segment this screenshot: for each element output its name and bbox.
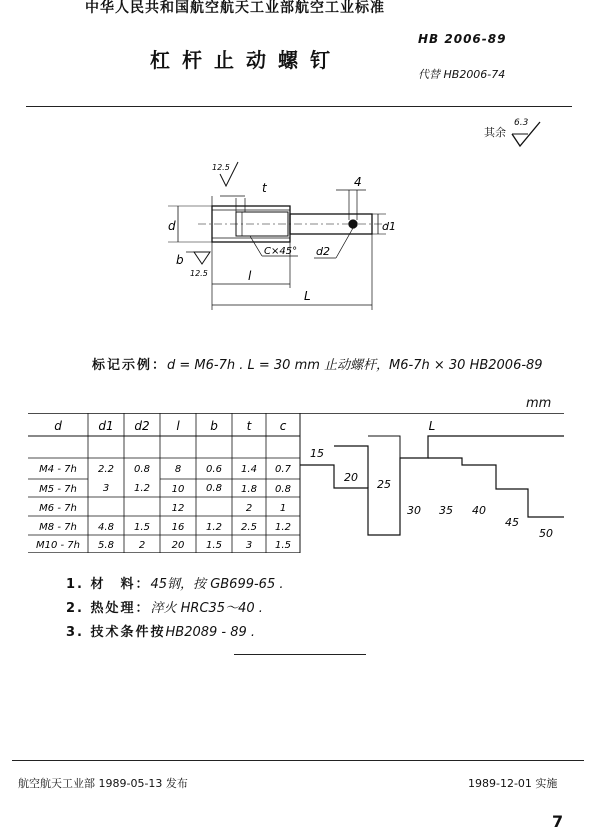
header-rule [26, 106, 572, 107]
roughness-check-icon [510, 120, 544, 150]
note-tech-text: HB2089 - 89 . [165, 625, 256, 640]
table-header-6: c [279, 419, 287, 433]
note-heat-label: 2. 热处理： [66, 601, 151, 616]
table-cell: M6 - 7h [39, 503, 77, 514]
note-material-label: 1. 材 料： [66, 577, 151, 592]
table-cell: 10 [171, 484, 185, 495]
table-header-L: L [428, 419, 436, 433]
table-cell: 2 [138, 540, 146, 551]
table-header-4: b [210, 419, 218, 433]
dim-label-L: L [304, 289, 311, 303]
dim-label-4: 4 [354, 175, 362, 189]
dim-label-b: b [176, 253, 184, 267]
table-cell: 2 [245, 503, 253, 514]
table-cell: 0.7 [275, 464, 291, 475]
standard-number: HB 2006-89 [418, 32, 507, 46]
table-L-value: 50 [539, 527, 553, 540]
document-title: 杠杆止动螺钉 [150, 48, 342, 72]
table-cell: 2.5 [241, 522, 257, 533]
table-header-5: t [246, 419, 252, 433]
marking-text: d = M6-7h . L = 30 mm 止动螺杆，M6-7h × 30 HB2006-89 [167, 358, 543, 373]
roughness-label: 其余 [484, 126, 506, 139]
table-cell: M8 - 7h [39, 522, 77, 533]
dimension-table [28, 413, 564, 553]
marking-example [92, 354, 543, 373]
note-heat-treatment [66, 597, 263, 616]
note-heat-text: 淬火 HRC35～40 . [150, 601, 263, 616]
dim-label-t: t [262, 181, 267, 195]
dim-label-d: d [168, 219, 176, 233]
table-L-value: 45 [505, 516, 519, 529]
table-cell: 20 [171, 540, 185, 551]
screw-drawing [150, 160, 410, 320]
table-cell: 3 [245, 540, 253, 551]
note-material-text: 45钢，按 GB699-65 . [150, 577, 284, 592]
footer-rule [12, 760, 584, 761]
note-material [66, 573, 284, 592]
table-cell: 1 [279, 503, 287, 514]
marking-label: 标记示例： [92, 358, 168, 373]
table-cell: 0.6 [206, 464, 222, 475]
table-header-3: l [176, 419, 180, 433]
table-L-value: 25 [377, 478, 391, 491]
table-cell: M10 - 7h [35, 540, 81, 551]
table-L-value: 30 [407, 504, 421, 517]
replaces-standard: 代替 HB2006-74 [418, 68, 506, 81]
table-cell: 2.2 [98, 464, 114, 475]
table-header-1: d1 [98, 419, 114, 433]
table-header-2: d2 [134, 419, 150, 433]
table-cell: 1.5 [275, 540, 291, 551]
table-L-value: 35 [439, 504, 453, 517]
table-cell: 8 [174, 464, 182, 475]
note-tech-label: 3. 技术条件按 [66, 625, 166, 640]
issuing-organization: 中华人民共和国航空航天工业部航空工业标准 [85, 0, 385, 16]
table-cell: 0.8 [275, 484, 291, 495]
dim-label-d2: d2 [316, 245, 330, 258]
table-cell: 5.8 [98, 540, 114, 551]
table-cell: 1.2 [275, 522, 291, 533]
table-cell: 16 [171, 522, 185, 533]
dim-label-l: l [248, 269, 252, 283]
dim-label-c45: C×45° [264, 246, 298, 257]
table-cell: 0.8 [134, 464, 150, 475]
effective-date: 1989-12-01 实施 [468, 777, 558, 790]
table-L-value: 15 [310, 447, 324, 460]
table-L-value: 20 [344, 471, 358, 484]
roughness-value: 6.3 [514, 118, 529, 128]
table-cell: M4 - 7h [39, 464, 77, 475]
table-cell: 3 [102, 483, 110, 494]
table-cell: 4.8 [98, 522, 114, 533]
note-technical-conditions [66, 621, 255, 640]
table-header-0: d [54, 419, 62, 433]
rough-label-bottom: 12.5 [190, 269, 208, 278]
table-cell: M5 - 7h [39, 484, 77, 495]
end-rule [234, 654, 366, 655]
table-L-value: 40 [472, 504, 486, 517]
rough-label-top: 12.5 [212, 163, 230, 172]
table-cell: 1.2 [206, 522, 222, 533]
table-cell: 1.5 [206, 540, 222, 551]
page-number: 7 [552, 812, 564, 831]
issue-date: 航空航天工业部 1989-05-13 发布 [18, 777, 188, 790]
dim-label-d1: d1 [382, 220, 396, 233]
table-cell: 1.5 [134, 522, 150, 533]
table-cell: 1.2 [134, 483, 150, 494]
table-unit: mm [526, 396, 552, 411]
table-cell: 12 [171, 503, 185, 514]
table-cell: 1.8 [241, 484, 257, 495]
table-cell: 0.8 [206, 483, 222, 494]
table-cell: 1.4 [241, 464, 257, 475]
